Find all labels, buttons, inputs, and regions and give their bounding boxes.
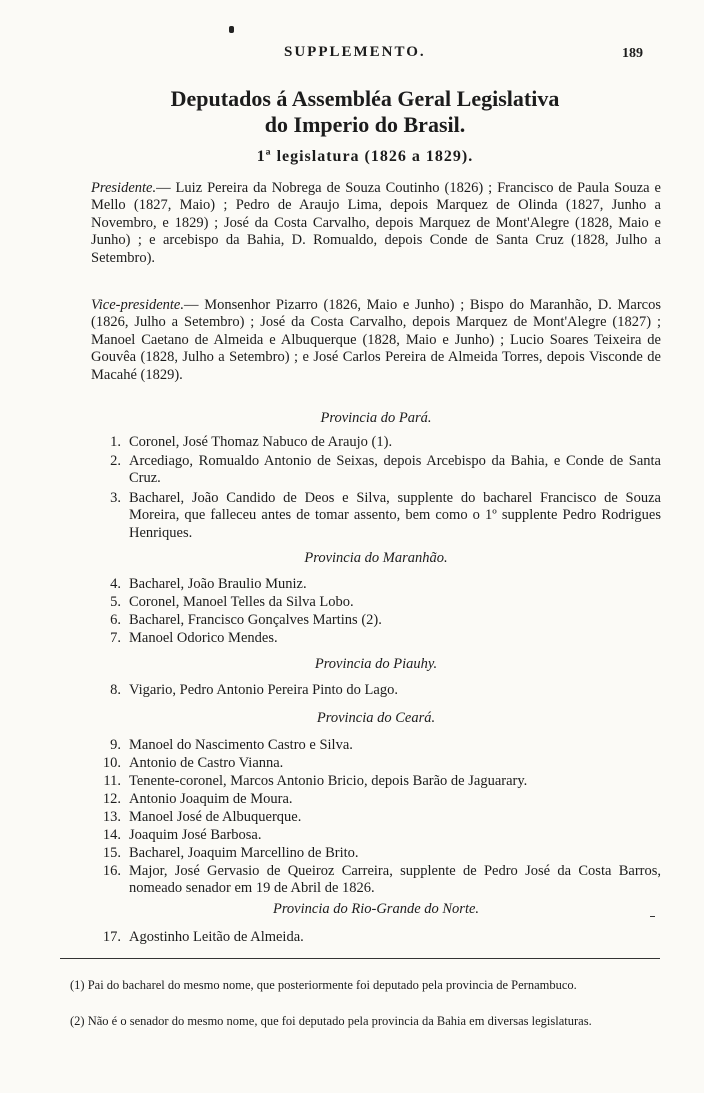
item-text: Joaquim José Barbosa.: [129, 827, 262, 843]
list-item: [95, 612, 661, 629]
province-heading: Provincia do Pará.: [320, 410, 432, 426]
footnote-2: (2) Não é o senador do mesmo nome, que foi deputado pela provincia da Bahia em diversas legislaturas.: [70, 1014, 592, 1028]
item-text: Bacharel, João Candido de Deos e Silva, supplente do bacharel Francisco de Souza Moreira, que falleceu antes de tomar assento, bem como o 1º supplente Pedro Rodrigues Henriques.: [129, 490, 661, 541]
presidents-paragraph: [91, 180, 661, 267]
item-text: Antonio de Castro Vianna.: [129, 755, 284, 771]
item-number: 5.: [110, 594, 121, 610]
item-text: Coronel, José Thomaz Nabuco de Araujo (1).: [129, 434, 393, 450]
item-text: Antonio Joaquim de Moura.: [129, 791, 293, 807]
item-text: Manoel José de Albuquerque.: [129, 809, 302, 825]
list-item: [95, 755, 661, 772]
margin-mark: [650, 916, 655, 917]
item-number: 15.: [102, 845, 121, 861]
item-text: Tenente-coronel, Marcos Antonio Bricio, depois Barão de Jaguarary.: [129, 773, 528, 789]
item-text: Bacharel, Francisco Gonçalves Martins (2).: [129, 612, 382, 628]
item-text: Arcediago, Romualdo Antonio de Seixas, depois Arcebispo da Bahia, e Conde de Santa Cruz.: [129, 453, 661, 487]
list-item: [95, 594, 661, 611]
item-number: 1.: [110, 434, 121, 450]
ink-dot: [229, 26, 234, 33]
presidents-label: Presidente.: [91, 180, 157, 196]
province-heading: Provincia do Ceará.: [316, 710, 436, 726]
item-number: 16.: [102, 863, 121, 879]
item-number: 9.: [110, 737, 121, 753]
list-item: [95, 682, 661, 699]
item-text: Agostinho Leitão de Almeida.: [129, 929, 304, 945]
item-text: Vigario, Pedro Antonio Pereira Pinto do Lago.: [129, 682, 398, 698]
list-item: [95, 434, 661, 451]
item-number: 10.: [102, 755, 121, 771]
title-line-1: Deputados á Assembléa Geral Legislativa: [170, 86, 560, 111]
item-number: 13.: [102, 809, 121, 825]
item-text: Manoel do Nascimento Castro e Silva.: [129, 737, 353, 753]
list-item: [95, 737, 661, 754]
list-item: [95, 490, 661, 542]
item-text: Bacharel, Joaquim Marcellino de Brito.: [129, 845, 359, 861]
page-title: [60, 86, 670, 138]
running-header: [0, 44, 704, 66]
item-number: 7.: [110, 630, 121, 646]
item-number: 3.: [110, 490, 121, 506]
province-heading: Provincia do Piauhy.: [314, 656, 438, 672]
running-title: SUPPLEMENTO.: [284, 44, 426, 60]
vice-presidents-text: — Monsenhor Pizarro (1826, Maio e Junho) ; Bispo do Maranhão, D. Marcos (1826, Julho a Setembro) ; José da Costa Carvalho, depois Marquez de Mont'Alegre (1827) ; Manoel Caetano de Almeida e Albuquerque (1828, Maio e Junho) ; Lucio Soares Teixeira de Gouvêa (1828, Julho a Setembro) ; e José Carlos Pereira de Almeida Torres, depois Visconde de Macahé (1829).: [91, 297, 661, 383]
province-heading: Provincia do Rio-Grande do Norte.: [272, 901, 480, 917]
item-text: Manoel Odorico Mendes.: [129, 630, 278, 646]
footnote-1: (1) Pai do bacharel do mesmo nome, que posteriormente foi deputado pela provincia de Pernambuco.: [70, 978, 577, 992]
title-line-2: do Imperio do Brasil.: [264, 112, 466, 137]
list-item: [95, 929, 661, 946]
footnote-separator: [60, 958, 660, 959]
presidents-text: — Luiz Pereira da Nobrega de Souza Coutinho (1826) ; Francisco de Paula Souza e Mello (1827, Maio) ; Pedro de Araujo Lima, depois Marquez de Olinda (1827, Junho a Novembro, e 1829) ; José da Costa Carvalho, depois Marquez de Mont'Alegre (1828, Maio e Junho) ; e arcebispo da Bahia, D. Romualdo, depois Conde de Santa Cruz (1828, Julho a Setembro).: [91, 180, 661, 266]
item-number: 8.: [110, 682, 121, 698]
list-item: [95, 827, 661, 844]
item-number: 17.: [102, 929, 121, 945]
page-number: 189: [622, 46, 643, 61]
item-text: Bacharel, João Braulio Muniz.: [129, 576, 307, 592]
item-number: 6.: [110, 612, 121, 628]
item-text: Coronel, Manoel Telles da Silva Lobo.: [129, 594, 354, 610]
vice-presidents-paragraph: [91, 297, 661, 384]
item-number: 12.: [102, 791, 121, 807]
list-item: [95, 809, 661, 826]
list-item: [95, 791, 661, 808]
item-number: 2.: [110, 453, 121, 469]
list-item: [95, 453, 661, 488]
list-item: [95, 630, 661, 647]
item-number: 4.: [110, 576, 121, 592]
item-number: 14.: [102, 827, 121, 843]
item-text: Major, José Gervasio de Queiroz Carreira, supplente de Pedro José da Costa Barros, nomeado senador em 19 de Abril de 1826.: [129, 863, 661, 897]
vice-presidents-label: Vice-presidente.: [91, 297, 184, 313]
item-number: 11.: [103, 773, 121, 789]
list-item: [95, 576, 661, 593]
legislature-heading: 1ª legislatura (1826 a 1829).: [256, 148, 474, 165]
list-item: [95, 845, 661, 862]
province-heading: Provincia do Maranhão.: [304, 550, 448, 566]
list-item: [95, 863, 661, 898]
list-item: [95, 773, 661, 790]
